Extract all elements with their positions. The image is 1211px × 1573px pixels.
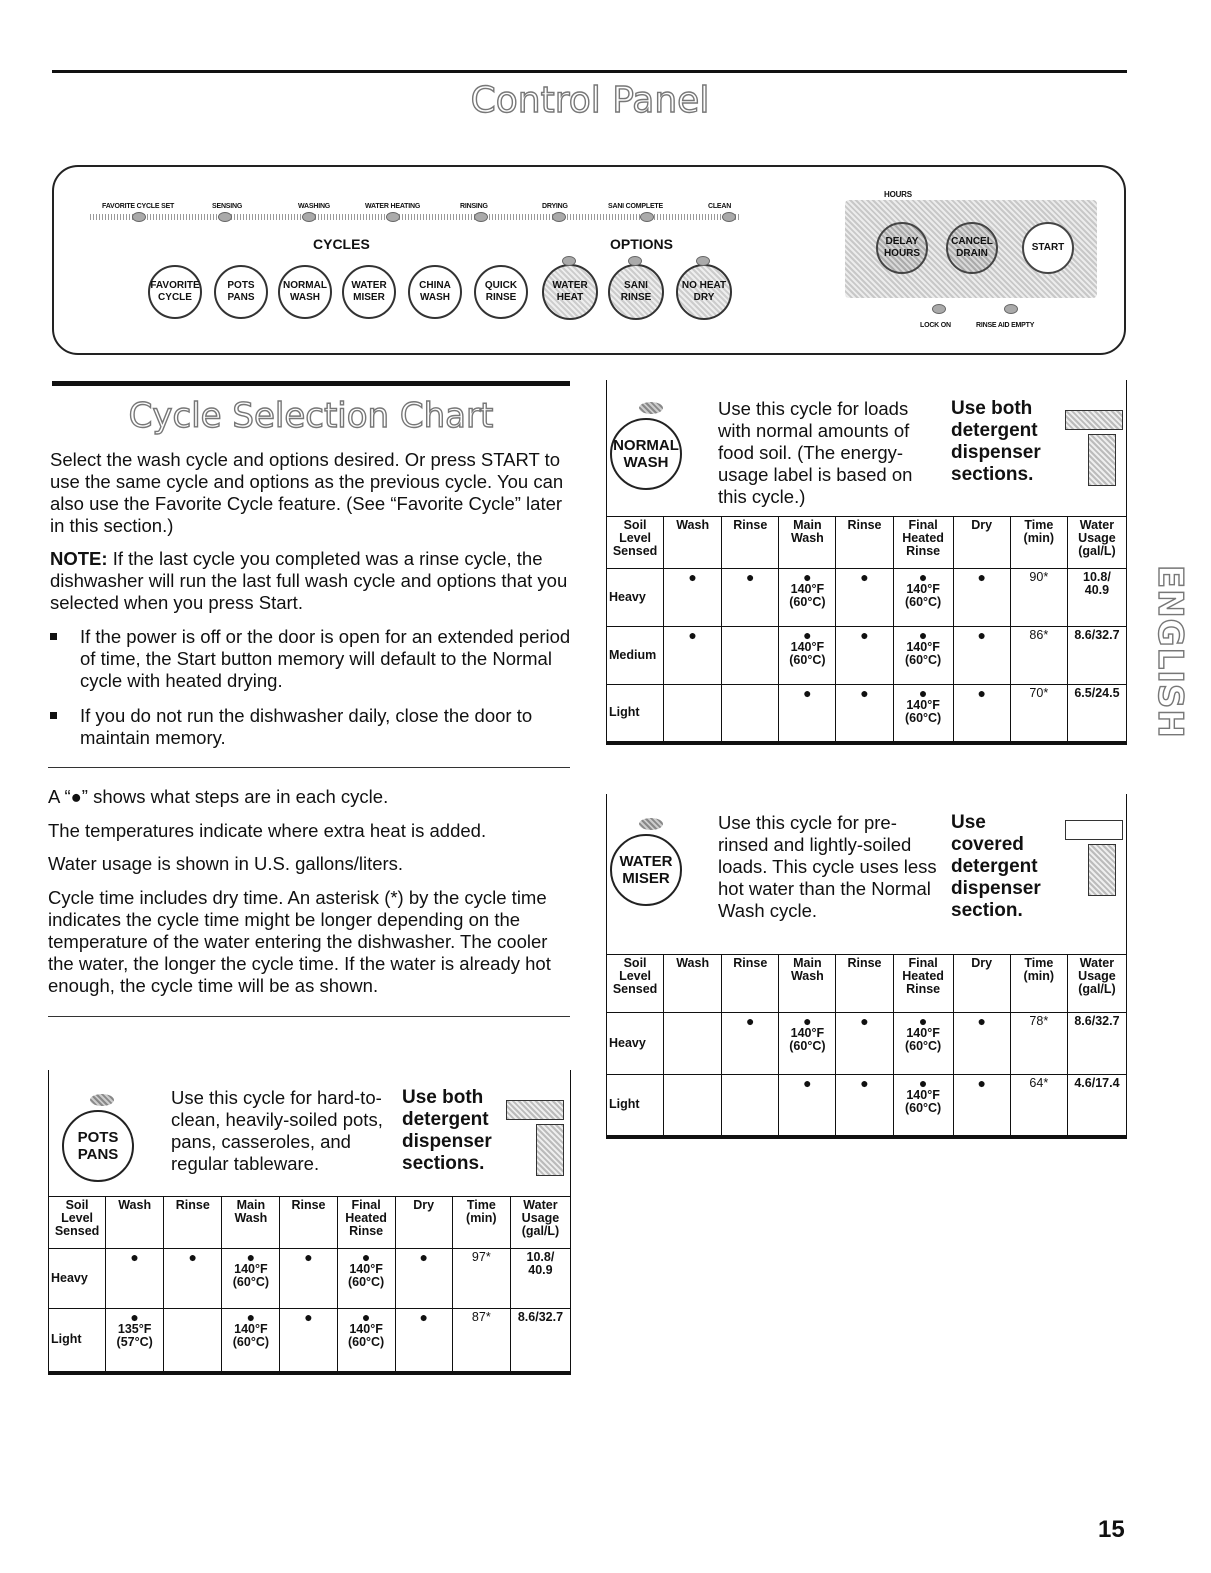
water-miser-description: Use this cycle for pre-rinsed and lightly-soiled loads. This cycle uses less hot water than the Normal Wash cycle. [718,812,937,921]
led-clean [722,212,736,222]
legend-dot: A “●” shows what steps are in each cycle. [48,786,389,807]
table-row: Light ● ● ● 140°F (60°C) ● 70* 6.5/24.5 [607,685,1127,743]
header-main-wash: Main Wash [779,517,836,569]
pots-table [48,1196,571,1375]
led-drying [552,212,566,222]
legend-water: Water usage is shown in U.S. gallons/liters. [48,853,404,874]
detergent-dispenser-icon [536,1124,564,1176]
legend-time: Cycle time includes dry time. An asterisk (*) by the cycle time indicates the cycle time might be longer depending on the temperature of the water entering the dishwasher. The cooler the water, the longer the cycle time. If the water is already hot enough, the cycle time will be as shown. [48,887,551,996]
cancel-drain-button[interactable]: CANCEL DRAIN [946,222,998,274]
indicator-sani-complete: SANI COMPLETE [608,203,663,210]
led-favorite [132,212,146,222]
bullet-marker [50,712,57,719]
page-title: Control Panel [470,80,710,121]
header-time: Time (min) [1010,955,1067,1013]
pots-pans-icon: POTS PANS [62,1110,134,1182]
water-miser-table [606,954,1127,1139]
hours-label: HOURS [884,190,912,199]
intro-paragraph: Select the wash cycle and options desired. Or press START to use the same cycle and options as the previous cycle. You can also use the Favorite Cycle feature. (See “Favorite Cycle” later in this section.) [50,449,564,536]
divider [48,1016,570,1017]
led-lock-on [932,304,946,314]
normal-wash-icon: NORMAL WASH [610,418,682,490]
header-dry: Dry [953,517,1010,569]
led-rinse-aid-empty [1004,304,1018,314]
header-rinse: Rinse [280,1197,337,1249]
header-final-rinse: Final Heated Rinse [893,955,953,1013]
header-rinse: Rinse [164,1197,222,1249]
detergent-dispenser-icon [506,1100,564,1120]
header-rinse: Rinse [722,955,779,1013]
header-wash: Wash [106,1197,164,1249]
detergent-dispenser-icon [1088,434,1116,486]
header-wash: Wash [664,955,722,1013]
indicator-sensing: SENSING [212,203,243,210]
note-paragraph: NOTE: If the last cycle you completed was a rinse cycle, the dishwasher will run the last full wash cycle and options that you selected when you press Start. [50,548,568,613]
pots-pans-led [90,1094,114,1106]
bullet-marker [50,633,57,640]
header-final-rinse: Final Heated Rinse [893,517,953,569]
header-main-wash: Main Wash [779,955,836,1013]
cycle-selection-heading: Cycle Selection Chart [128,396,494,436]
pots-pans-button[interactable]: POTS PANS [214,265,268,319]
led-water-heating [386,212,400,222]
top-rule [52,70,1127,73]
divider [48,767,570,768]
no-heat-dry-button[interactable]: NO HEAT DRY [676,264,732,320]
led-sensing [218,212,232,222]
page-number: 15 [1098,1516,1125,1543]
table-row: Heavy ● ● ● 140°F (60°C) ● ● 140°F (60°C) ● 97* 10.8/ 40.9 [49,1249,571,1309]
indicator-rinsing: RINSING [460,203,488,210]
normal-block-right-rule [1126,380,1127,516]
indicator-drying: DRYING [542,203,568,210]
header-rinse: Rinse [836,517,893,569]
pots-block-left-rule [48,1070,49,1196]
rinse-aid-empty-label: RINSE AID EMPTY [976,322,1035,329]
normal-table [606,516,1127,745]
header-final-rinse: Final Heated Rinse [337,1197,395,1249]
miser-block-right-rule [1126,794,1127,954]
side-tab-english: ENGLISH [1150,565,1190,739]
delay-hours-button[interactable]: DELAY HOURS [876,222,928,274]
header-time: Time (min) [452,1197,510,1249]
header-dry: Dry [395,1197,452,1249]
legend-temperature: The temperatures indicate where extra heat is added. [48,820,487,841]
led-option-water-heat [562,256,576,266]
header-dry: Dry [953,955,1010,1013]
cycles-label: CYCLES [313,236,370,252]
normal-description: Use this cycle for loads with normal amounts of food soil. (The energy-usage label is based on this cycle.) [718,398,913,507]
water-miser-icon: WATER MISER [610,834,682,906]
table-row: Heavy ● ● ● 140°F (60°C) ● ● 140°F (60°C) ● 90* 10.8/ 40.9 [607,569,1127,627]
header-water: Water Usage (gal/L) [1067,955,1126,1013]
china-wash-button[interactable]: CHINA WASH [408,265,462,319]
led-option-no-heat-dry [696,256,710,266]
led-option-sani-rinse [628,256,642,266]
normal-wash-button[interactable]: NORMAL WASH [278,265,332,319]
pots-description: Use this cycle for hard-to-clean, heavily-soiled pots, pans, casseroles, and regular tableware. [171,1087,383,1174]
miser-block-left-rule [606,794,607,954]
indicator-washing: WASHING [298,203,331,210]
normal-detergent: Use both detergent dispenser sections. [951,398,1041,485]
sani-rinse-button[interactable]: SANI RINSE [608,264,664,320]
pots-detergent: Use both detergent dispenser sections. [402,1087,492,1174]
options-label: OPTIONS [610,236,674,252]
table-row: Heavy ● ● 140°F (60°C) ● ● 140°F (60°C) ● 78* 8.6/32.7 [607,1013,1127,1075]
water-heat-button[interactable]: WATER HEAT [542,264,598,320]
lock-on-label: LOCK ON [920,322,951,329]
bullet-item: If you do not run the dishwasher daily, close the door to maintain memory. [80,705,572,749]
led-sani-complete [640,212,654,222]
intro-rule [52,381,570,386]
bullet-item: If the power is off or the door is open for an extended period of time, the Start button memory will default to the Normal cycle with heated drying. [80,626,572,692]
header-time: Time (min) [1010,517,1067,569]
detergent-dispenser-icon [1065,410,1123,430]
table-row: Light ● ● ● 140°F (60°C) ● 64* 4.6/17.4 [607,1075,1127,1137]
covered-dispenser-icon [1065,820,1123,840]
indicator-favorite-cycle-set: FAVORITE CYCLE SET [102,203,175,210]
header-wash: Wash [664,517,722,569]
header-rinse: Rinse [836,955,893,1013]
favorite-cycle-button[interactable]: FAVORITE CYCLE [148,265,202,319]
header-soil: Soil Level Sensed [607,517,664,569]
normal-led [639,402,663,414]
indicator-clean: CLEAN [708,203,732,210]
led-washing [302,212,316,222]
header-rinse: Rinse [722,517,779,569]
led-rinsing [474,212,488,222]
start-button[interactable]: START [1022,222,1074,274]
water-miser-button[interactable]: WATER MISER [342,265,396,319]
detergent-dispenser-icon [1088,844,1116,896]
table-row: Light ● 135°F (57°C) ● 140°F (60°C) ● ● 140°F (60°C) ● 87* 8.6/32.7 [49,1309,571,1373]
header-water: Water Usage (gal/L) [510,1197,570,1249]
quick-rinse-button[interactable]: QUICK RINSE [474,265,528,319]
water-miser-led [639,818,663,830]
water-miser-detergent: Use covered detergent dispenser section. [951,812,1041,921]
header-water: Water Usage (gal/L) [1067,517,1126,569]
pots-block-right-rule [570,1070,571,1196]
header-main-wash: Main Wash [222,1197,280,1249]
header-soil: Soil Level Sensed [607,955,664,1013]
header-soil: Soil Level Sensed [49,1197,106,1249]
normal-block-left-rule [606,380,607,516]
table-row: Medium ● ● 140°F (60°C) ● ● 140°F (60°C) ● 86* 8.6/32.7 [607,627,1127,685]
indicator-water-heating: WATER HEATING [365,203,421,210]
